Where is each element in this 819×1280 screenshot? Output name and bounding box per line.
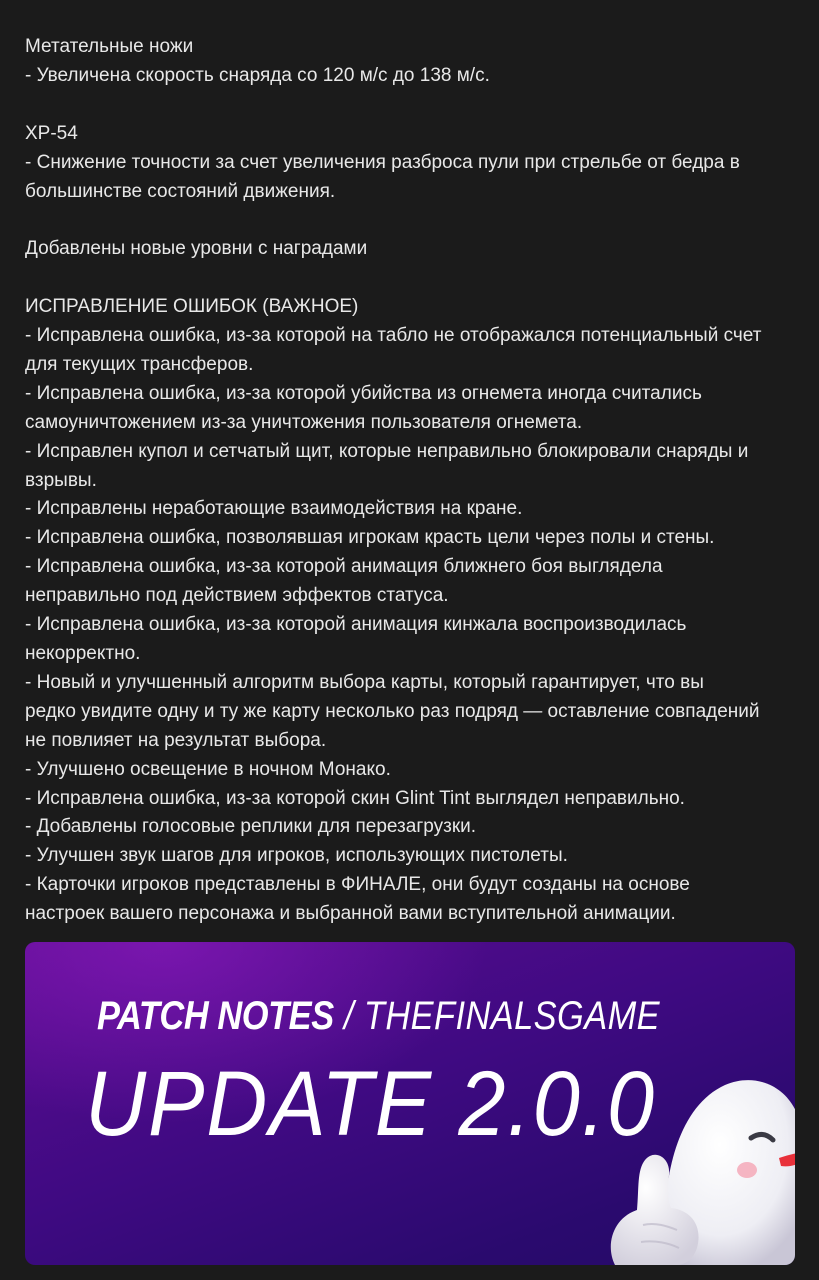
message-line: - Увеличена скорость снаряда со 120 м/с до 138 м/с. [25, 64, 490, 86]
message-line: XP-54 [25, 122, 78, 144]
message-line: Добавлены новые уровни с наградами [25, 238, 368, 260]
message-line: - Снижение точности за счет увеличения разброса пули при стрельбе от бедра в [25, 151, 740, 173]
message-line: для текущих трансферов. [25, 353, 254, 375]
message-line: не повлияет на результат выбора. [25, 729, 327, 751]
message-line: Метательные ножи [25, 36, 194, 57]
blank-line [25, 264, 805, 293]
message-line: взрывы. [25, 469, 97, 491]
message-line: некорректно. [25, 642, 141, 664]
message-line: - Исправлена ошибка, из-за которой убийства из огнемета иногда считались [25, 382, 702, 404]
patch-notes-banner-image[interactable] [25, 942, 795, 1265]
message-line: - Добавлены голосовые реплики для перезагрузки. [25, 816, 477, 838]
message-line: настроек вашего персонажа и выбранной вами вступительной анимации. [25, 903, 676, 925]
message-line: - Улучшено освещение в ночном Монако. [25, 758, 391, 780]
banner-update-title: UPDATE 2.0.0 [85, 1053, 656, 1155]
message-line: - Исправлены неработающие взаимодействия на кране. [25, 498, 523, 520]
banner-game-text: THEFINALSGAME [363, 993, 661, 1038]
message-line: - Исправлена ошибка, из-за которой скин Glint Tint выглядел неправильно. [25, 787, 685, 809]
message-line: самоуничтожением из-за уничтожения пользователя огнемета. [25, 411, 583, 433]
message-line: - Карточки игроков представлены в ФИНАЛЕ, они будут созданы на основе [25, 874, 690, 896]
message-line: - Исправлена ошибка, из-за которой на табло не отображался потенциальный счет [25, 325, 762, 347]
banner-header [97, 988, 660, 1044]
blank-line [25, 91, 805, 120]
blank-line [25, 206, 805, 235]
message-line: - Новый и улучшенный алгоритм выбора карты, который гарантирует, что вы [25, 671, 704, 693]
banner-patch-notes-text: PATCH NOTES [97, 993, 334, 1038]
message-line: - Исправлена ошибка, из-за которой анимация кинжала воспроизводилась [25, 614, 687, 636]
message-line: - Исправлена ошибка, из-за которой анимация ближнего боя выглядела [25, 556, 663, 578]
message-line: неправильно под действием эффектов статуса. [25, 585, 449, 607]
message-line: - Исправлен купол и сетчатый щит, которые неправильно блокировали снаряды и [25, 440, 749, 462]
ghost-thumbs-up-icon [575, 1050, 795, 1265]
message-line: - Улучшен звук шагов для игроков, использующих пистолеты. [25, 845, 568, 867]
message-line: большинстве состояний движения. [25, 180, 336, 202]
message-line: редко увидите одну и ту же карту несколько раз подряд — оставление совпадений [25, 700, 760, 722]
message-text [25, 33, 805, 929]
message-line: - Исправлена ошибка, позволявшая игрокам красть цели через полы и стены. [25, 527, 715, 549]
message-line: ИСПРАВЛЕНИЕ ОШИБОК (ВАЖНОЕ) [25, 296, 359, 318]
banner-slash-text: / [344, 993, 354, 1038]
